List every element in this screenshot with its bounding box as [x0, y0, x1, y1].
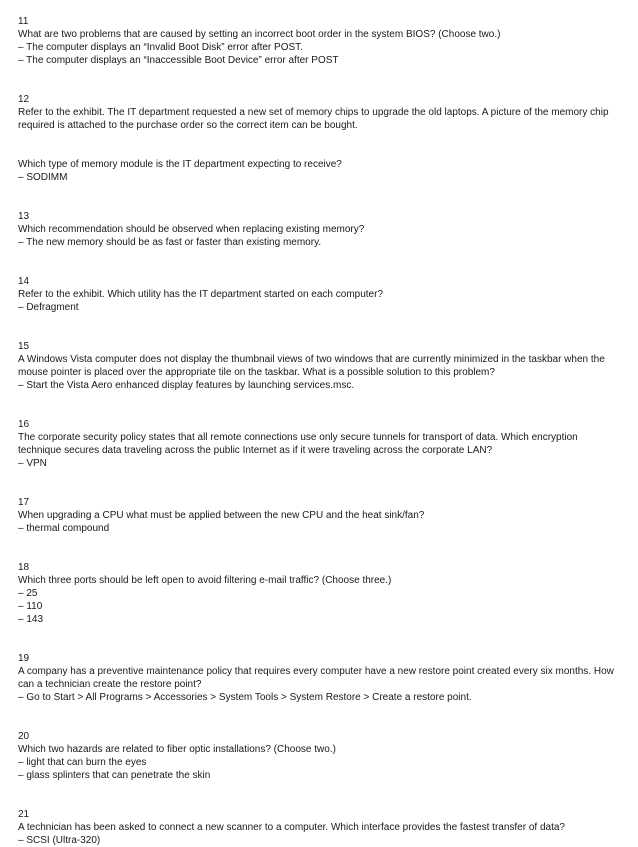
answer-line: – Go to Start > All Programs > Accessories > System Tools > System Restore > Create a restore point.: [18, 692, 472, 703]
question-number: 15: [18, 341, 30, 352]
question-number: 12: [18, 94, 30, 105]
answer-line: – SODIMM: [18, 172, 68, 183]
question-block: [18, 340, 620, 392]
question-number: 11: [18, 16, 29, 27]
question-text: A company has a preventive maintenance policy that requires every computer have a new restore point created every six months. How can a technician create the restore point?: [18, 666, 617, 690]
question-number: 14: [18, 276, 30, 287]
question-text: Which three ports should be left open to avoid filtering e-mail traffic? (Choose three.): [18, 575, 392, 586]
question-number: 16: [18, 419, 30, 430]
question-text: Refer to the exhibit. Which utility has the IT department started on each computer?: [18, 289, 384, 300]
question-number: 17: [18, 497, 30, 508]
question-number: 21: [18, 809, 30, 820]
answer-line: – light that can burn the eyes: [18, 757, 147, 768]
answer-line: – VPN: [18, 458, 47, 469]
question-block: [18, 730, 620, 782]
answer-line: – Start the Vista Aero enhanced display features by launching services.msc.: [18, 380, 355, 391]
question-block: [18, 808, 620, 847]
question-text: Which type of memory module is the IT department expecting to receive?: [18, 159, 342, 170]
question-block: [18, 496, 620, 535]
answer-line: – Defragment: [18, 302, 79, 313]
question-number: 13: [18, 211, 30, 222]
question-text: The corporate security policy states that all remote connections use only secure tunnels for transport of data. Which encryption technique secures data traveling across the public Internet as if it were traveling across the corporate LAN?: [18, 432, 581, 456]
answer-line: – glass splinters that can penetrate the skin: [18, 770, 211, 781]
answer-line: – The new memory should be as fast or faster than existing memory.: [18, 237, 322, 248]
question-number: 20: [18, 731, 30, 742]
question-block: [18, 15, 620, 67]
question-text: A Windows Vista computer does not display the thumbnail views of two windows that are currently minimized in the taskbar when the mouse pointer is placed over the appropriate tile on the taskbar. What is a possible solution to this problem?: [18, 354, 608, 378]
answer-line: – 110: [18, 601, 43, 612]
answer-line: – The computer displays an “Inaccessible Boot Device” error after POST: [18, 55, 339, 66]
question-number: 18: [18, 562, 30, 573]
answer-line: – 143: [18, 614, 44, 625]
question-block: [18, 561, 620, 626]
answer-line: – The computer displays an “Invalid Boot Disk” error after POST.: [18, 42, 303, 53]
question-text: Refer to the exhibit. The IT department requested a new set of memory chips to upgrade the old laptops. A picture of the memory chip required is attached to the purchase order so the correct item can be bought.: [18, 107, 612, 131]
question-block: [18, 210, 620, 249]
question-number: 19: [18, 653, 30, 664]
answer-line: – thermal compound: [18, 523, 110, 534]
question-text: A technician has been asked to connect a new scanner to a computer. Which interface provides the fastest transfer of data?: [18, 822, 565, 833]
question-block: [18, 93, 620, 184]
answer-line: – 25: [18, 588, 38, 599]
question-text: Which two hazards are related to fiber optic installations? (Choose two.): [18, 744, 336, 755]
question-text: When upgrading a CPU what must be applied between the new CPU and the heat sink/fan?: [18, 510, 425, 521]
question-block: [18, 652, 620, 704]
question-block: [18, 275, 620, 314]
answer-line: – SCSI (Ultra-320): [18, 835, 101, 846]
question-text: What are two problems that are caused by setting an incorrect boot order in the system BIOS? (Choose two.): [18, 29, 501, 40]
question-text: Which recommendation should be observed when replacing existing memory?: [18, 224, 365, 235]
question-block: [18, 418, 620, 470]
